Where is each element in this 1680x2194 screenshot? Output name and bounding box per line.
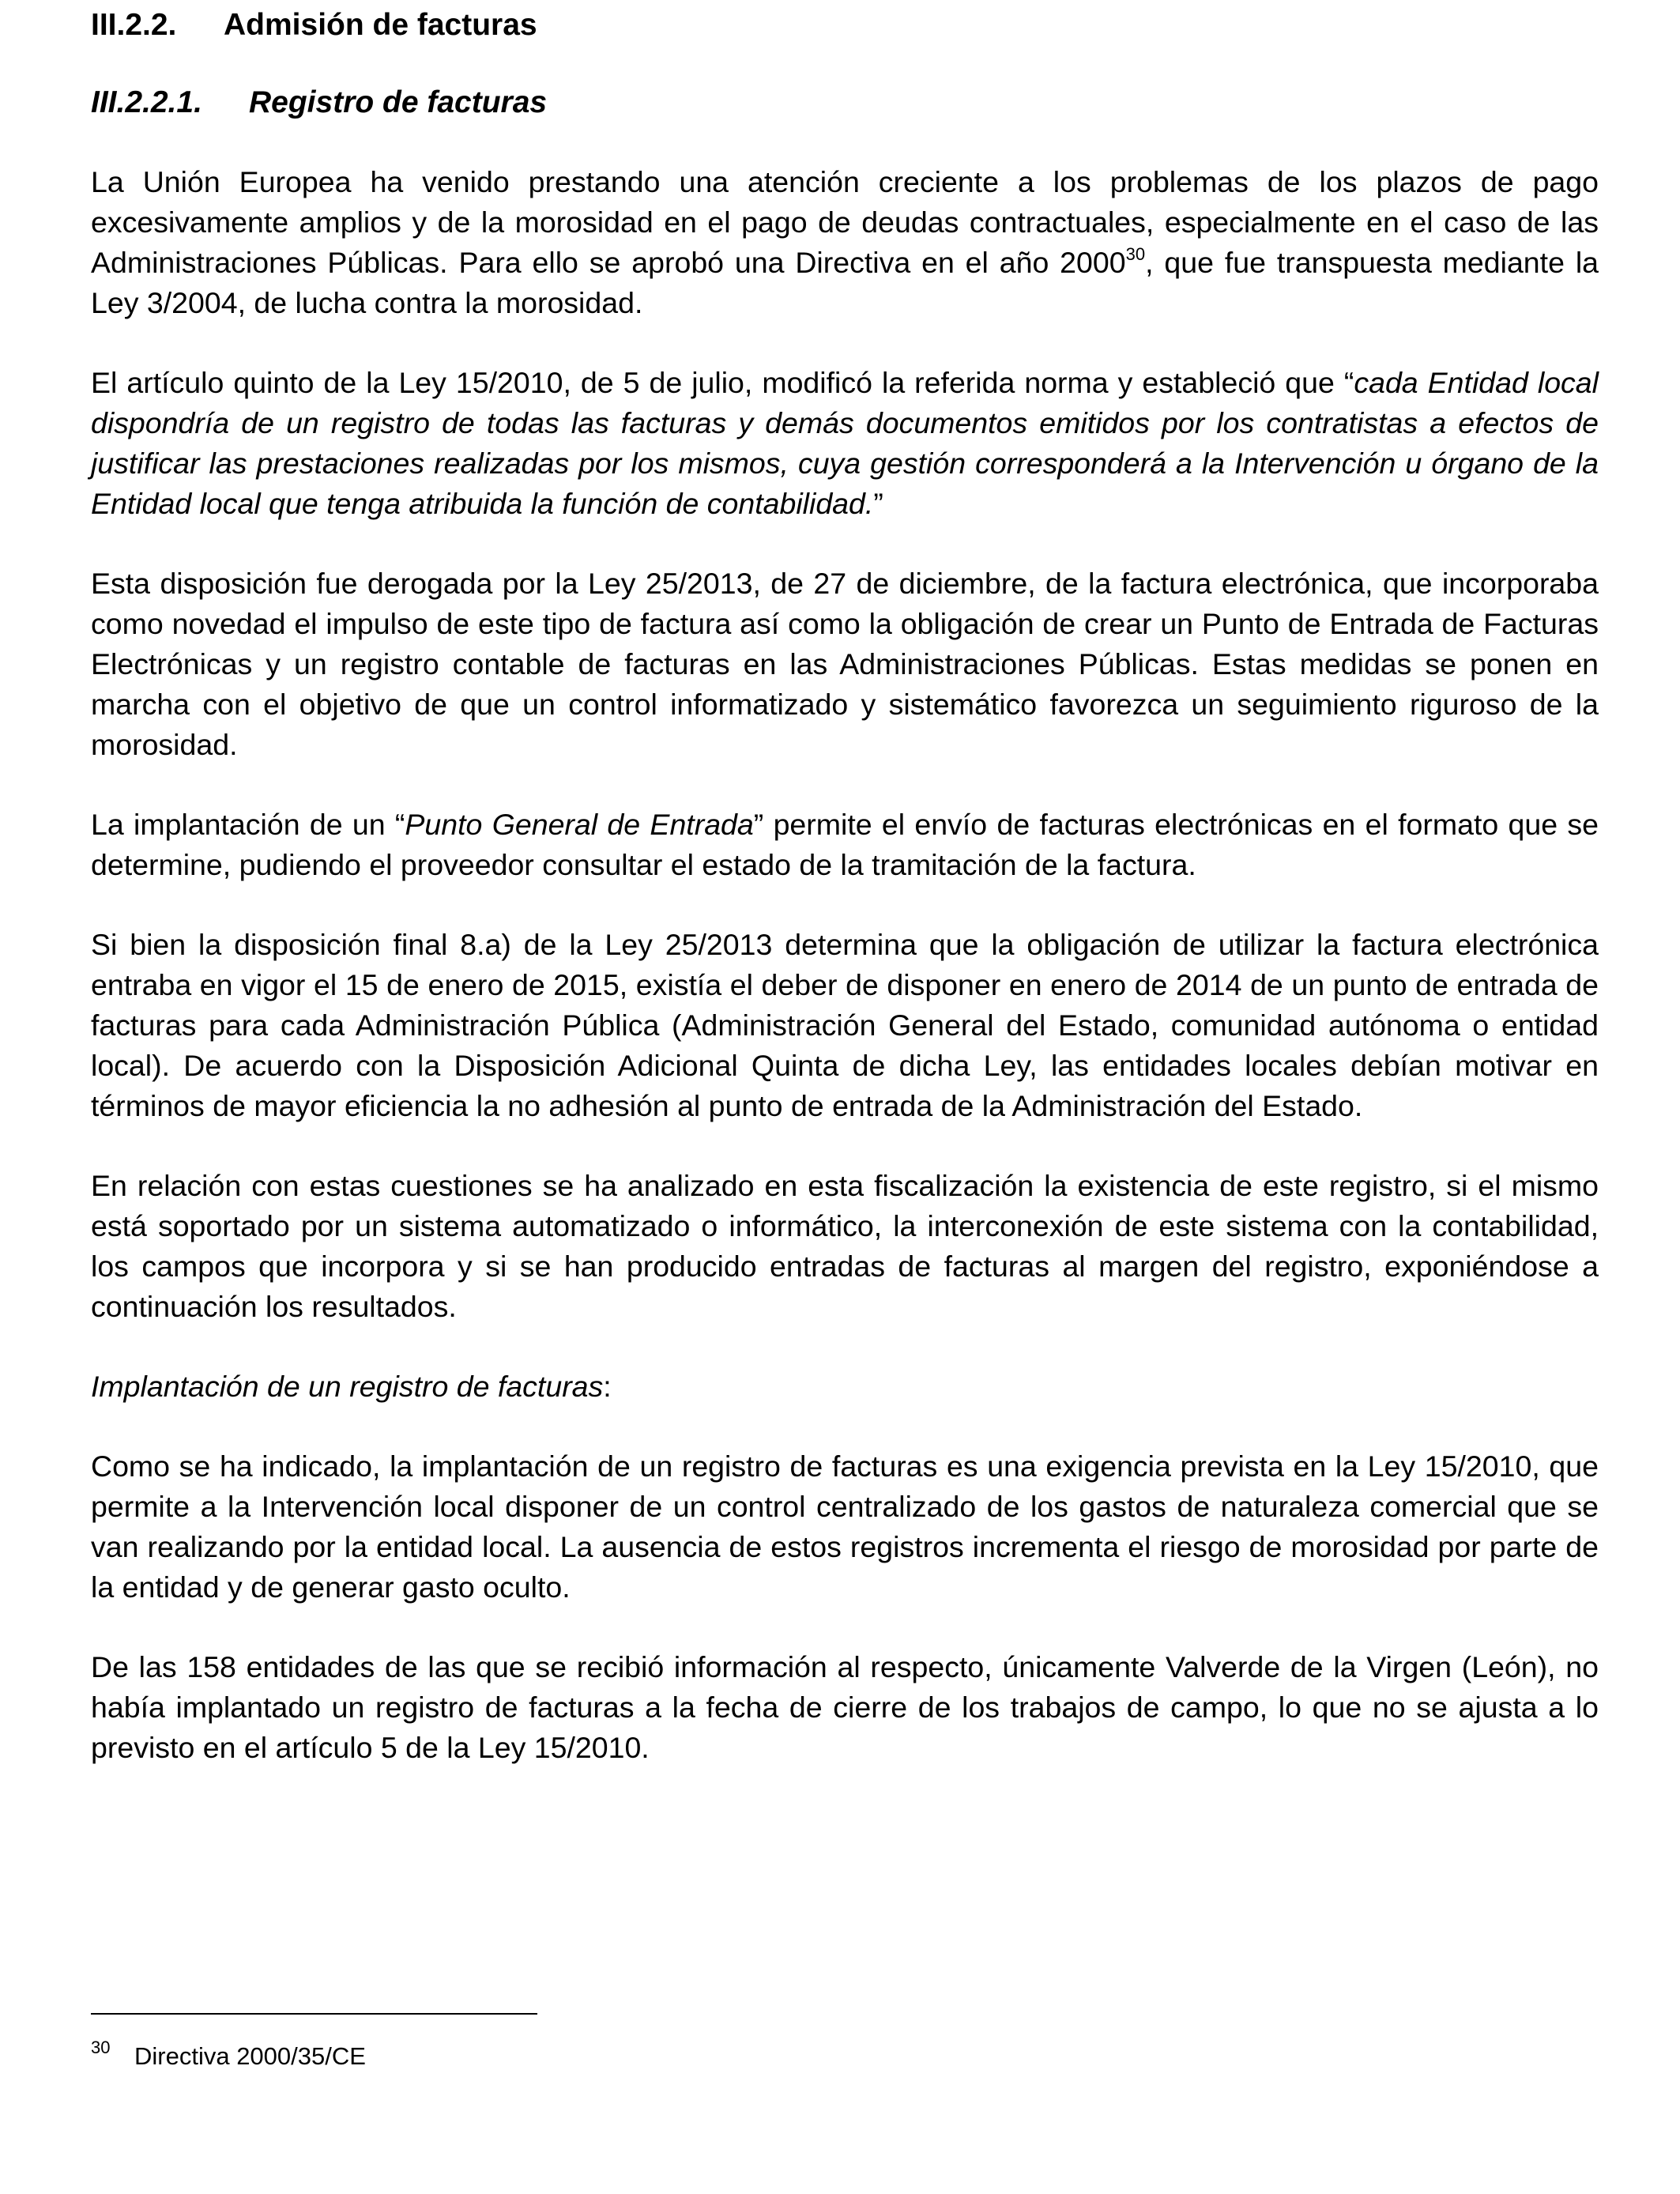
section-heading — [91, 8, 537, 43]
footnote-reference[interactable]: 30 — [1125, 244, 1146, 264]
footnote-mark: 30 — [91, 2038, 111, 2057]
paragraph-1 — [91, 162, 1599, 323]
paragraph-8: De las 158 entidades de las que se recibió información al respecto, únicamente Valverde de la Virgen (León), no había implantado un registro de facturas a la fecha de cierre de los trabajos de campo, lo que no se ajusta a lo previsto en el artículo 5 de la Ley 15/2010. — [91, 1650, 1599, 1764]
paragraph-4-term: Punto General de Entrada — [405, 808, 754, 841]
paragraph-3: Esta disposición fue derogada por la Ley 25/2013, de 27 de diciembre, de la factura electrónica, que incorporaba como novedad el impulso de este tipo de factura así como la obligación de crear un Punto de Entrada de Facturas Electrónicas y un registro contable de facturas en las Administraciones Públicas. Estas medidas se ponen en marcha con el objetivo de que un control informatizado y sistemático favorezca un seguimiento riguroso de la morosidad. — [91, 567, 1599, 761]
section-number: III.2.2. — [91, 8, 177, 42]
body-text — [91, 162, 1599, 1808]
inline-subheading-colon: : — [603, 1370, 612, 1403]
subsection-title: Registro de facturas — [249, 85, 548, 119]
paragraph-2-outro: ” — [873, 487, 883, 520]
paragraph-4-outro: ” permite el envío de facturas electrónicas en el formato que se determine, pudiendo el proveedor consultar el estado de la tramitación de la factura. — [91, 808, 1599, 881]
paragraph-2-quote: cada Entidad local dispondría de un registro de todas las facturas y demás documentos emitidos por los contratistas a efectos de justificar las prestaciones realizadas por los mismos, cuya gestión corresponderá a la Intervención u órgano de la Entidad local que tenga atribuida la función de contabilidad. — [91, 366, 1599, 520]
paragraph-1-text-end: , que fue transpuesta mediante la Ley 3/2004, de lucha contra la morosidad. — [91, 246, 1599, 319]
footnote-separator — [91, 2013, 537, 2015]
paragraph-2 — [91, 363, 1599, 524]
section-title: Admisión de facturas — [224, 8, 537, 42]
paragraph-1-text: La Unión Europea ha venido prestando una atención creciente a los problemas de los plazos de pago excesivamente amplios y de la morosidad en el pago de deudas contractuales, especialmente en el caso de las Administraciones Públicas. Para ello se aprobó una Directiva en el año 2000 — [91, 165, 1599, 279]
footnote-text: Directiva 2000/35/CE — [134, 2042, 366, 2070]
footnote — [91, 2038, 366, 2071]
inline-subheading — [91, 1367, 1599, 1407]
paragraph-6: En relación con estas cuestiones se ha analizado en esta fiscalización la existencia de este registro, si el mismo está soportado por un sistema automatizado o informático, la interconexión de este sistema con la contabilidad, los campos que incorpora y si se han producido entradas de facturas al margen del registro, exponiéndose a continuación los resultados. — [91, 1169, 1599, 1323]
paragraph-2-intro: El artículo quinto de la Ley 15/2010, de 5 de julio, modificó la referida norma y estableció que “ — [91, 366, 1354, 399]
subsection-heading — [91, 85, 547, 120]
paragraph-7: Como se ha indicado, la implantación de un registro de facturas es una exigencia prevista en la Ley 15/2010, que permite a la Intervención local disponer de un control centralizado de los gastos de naturaleza comercial que se van realizando por la entidad local. La ausencia de estos registros incrementa el riesgo de morosidad por parte de la entidad y de generar gasto oculto. — [91, 1449, 1599, 1604]
paragraph-5: Si bien la disposición final 8.a) de la Ley 25/2013 determina que la obligación de utilizar la factura electrónica entraba en vigor el 15 de enero de 2015, existía el deber de disponer en enero de 2014 de un punto de entrada de facturas para cada Administración Pública (Administración General del Estado, comunidad autónoma o entidad local). De acuerdo con la Disposición Adicional Quinta de dicha Ley, las entidades locales debían motivar en términos de mayor eficiencia la no adhesión al punto de entrada de la Administración del Estado. — [91, 928, 1599, 1122]
inline-subheading-text: Implantación de un registro de facturas — [91, 1370, 604, 1403]
paragraph-4 — [91, 805, 1599, 885]
subsection-number: III.2.2.1. — [91, 85, 202, 119]
paragraph-4-intro: La implantación de un “ — [91, 808, 405, 841]
